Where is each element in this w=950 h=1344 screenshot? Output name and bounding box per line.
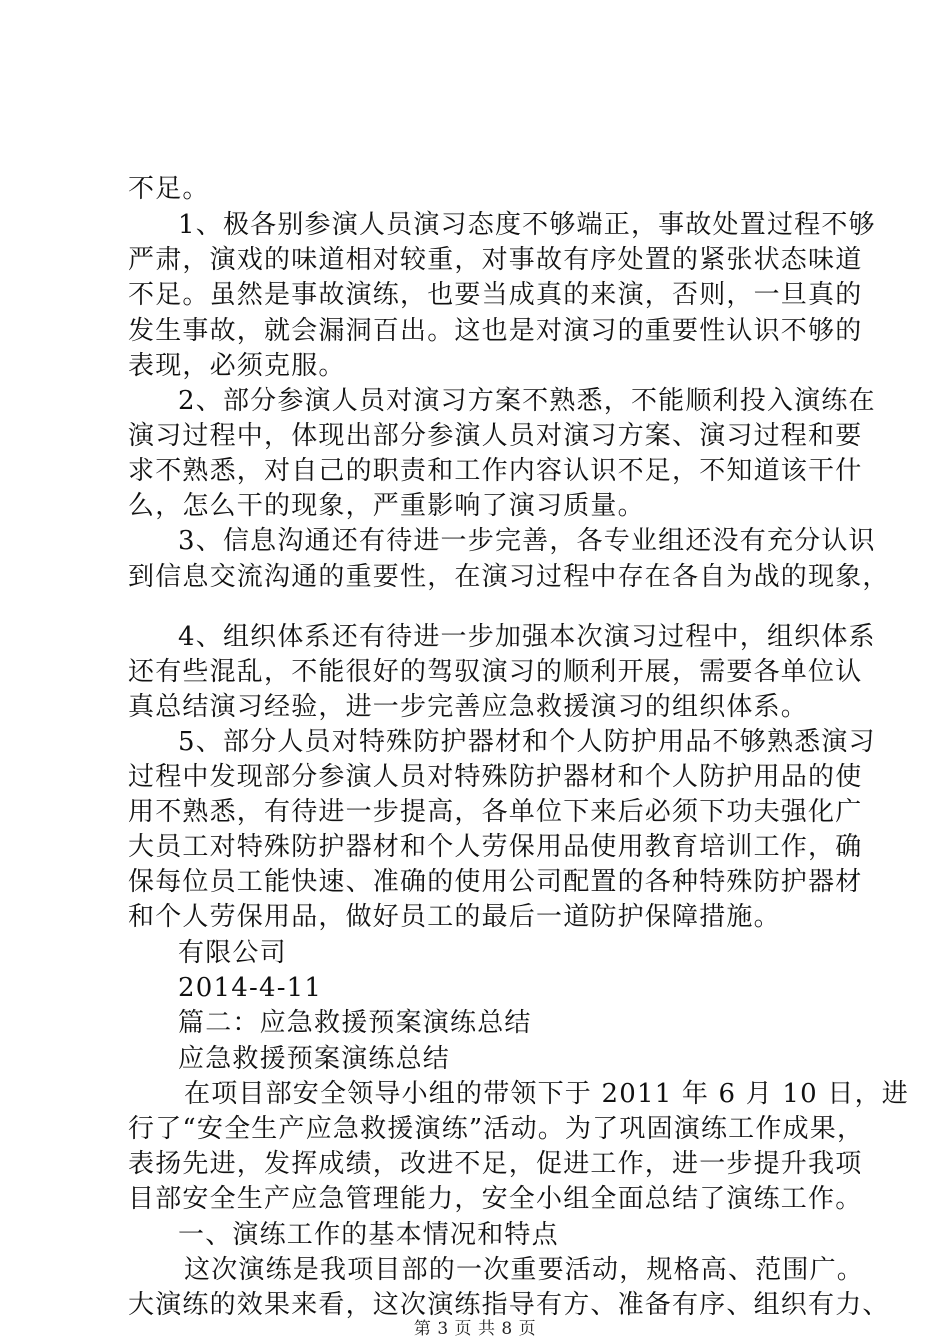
paragraph-line: 目部安全生产应急管理能力，安全小组全面总结了演练工作。: [128, 1184, 863, 1214]
paragraph-line: 5、部分人员对特殊防护器材和个人防护用品不够熟悉演习: [178, 727, 876, 757]
paragraph-line: 到信息交流沟通的重要性，在演习过程中存在各自为战的现象，: [128, 562, 890, 592]
paragraph-line: 行了“安全生产应急救援演练”活动。为了巩固演练工作成果，: [128, 1114, 865, 1144]
paragraph-line: 保每位员工能快速、准确的使用公司配置的各种特殊防护器材: [128, 867, 863, 897]
paragraph-line: 这次演练是我项目部的一次重要活动，规格高、范围广。: [184, 1255, 865, 1285]
company-name: 有限公司: [178, 938, 287, 968]
paragraph-line: 发生事故，就会漏洞百出。这也是对演习的重要性认识不够的: [128, 316, 863, 346]
paragraph-line: 严肃，演戏的味道相对较重，对事故有序处置的紧张状态味道: [128, 245, 863, 275]
paragraph-line: 1、极各别参演人员演习态度不够端正，事故处置过程不够: [178, 210, 876, 240]
paragraph-line: 4、组织体系还有待进一步加强本次演习过程中，组织体系: [178, 622, 876, 652]
paragraph-line: 3、信息沟通还有待进一步完善，各专业组还没有充分认识: [178, 526, 876, 556]
paragraph-line: 还有些混乱，不能很好的驾驭演习的顺利开展，需要各单位认: [128, 657, 863, 687]
paragraph-line: 大演练的效果来看，这次演练指导有方、准备有序、组织有力、: [128, 1290, 890, 1320]
paragraph-line: 大员工对特殊防护器材和个人劳保用品使用教育培训工作，确: [128, 832, 863, 862]
paragraph-line: 真总结演习经验，进一步完善应急救援演习的组织体系。: [128, 692, 809, 722]
paragraph-line: 过程中发现部分参演人员对特殊防护器材和个人防护用品的使: [128, 762, 863, 792]
paragraph-line: 不足。虽然是事故演练，也要当成真的来演，否则，一旦真的: [128, 280, 863, 310]
section-heading: 篇二：应急救援预案演练总结: [178, 1008, 532, 1038]
paragraph-line: 在项目部安全领导小组的带领下于 2011 年 6 月 10 日，进: [184, 1079, 909, 1109]
subsection-heading: 一、演练工作的基本情况和特点: [178, 1220, 559, 1250]
paragraph-line: 用不熟悉，有待进一步提高，各单位下来后必须下功夫强化广: [128, 797, 863, 827]
page-footer: 第 3 页 共 8 页: [413, 1319, 537, 1339]
paragraph-line: 求不熟悉，对自己的职责和工作内容认识不足，不知道该干什: [128, 456, 863, 486]
paragraph-line: 演习过程中，体现出部分参演人员对演习方案、演习过程和要: [128, 421, 863, 451]
paragraph-line: 不足。: [128, 174, 210, 204]
paragraph-line: 和个人劳保用品，做好员工的最后一道防护保障措施。: [128, 902, 781, 932]
paragraph-line: 2、部分参演人员对演习方案不熟悉，不能顺利投入演练在: [178, 386, 876, 416]
paragraph-line: 么，怎么干的现象，严重影响了演习质量。: [128, 491, 645, 521]
paragraph-line: 表现，必须克服。: [128, 351, 346, 381]
document-date: 2014-4-11: [178, 973, 323, 1003]
paragraph-line: 表扬先进，发挥成绩，改进不足，促进工作，进一步提升我项: [128, 1149, 863, 1179]
section-title: 应急救援预案演练总结: [178, 1044, 451, 1074]
